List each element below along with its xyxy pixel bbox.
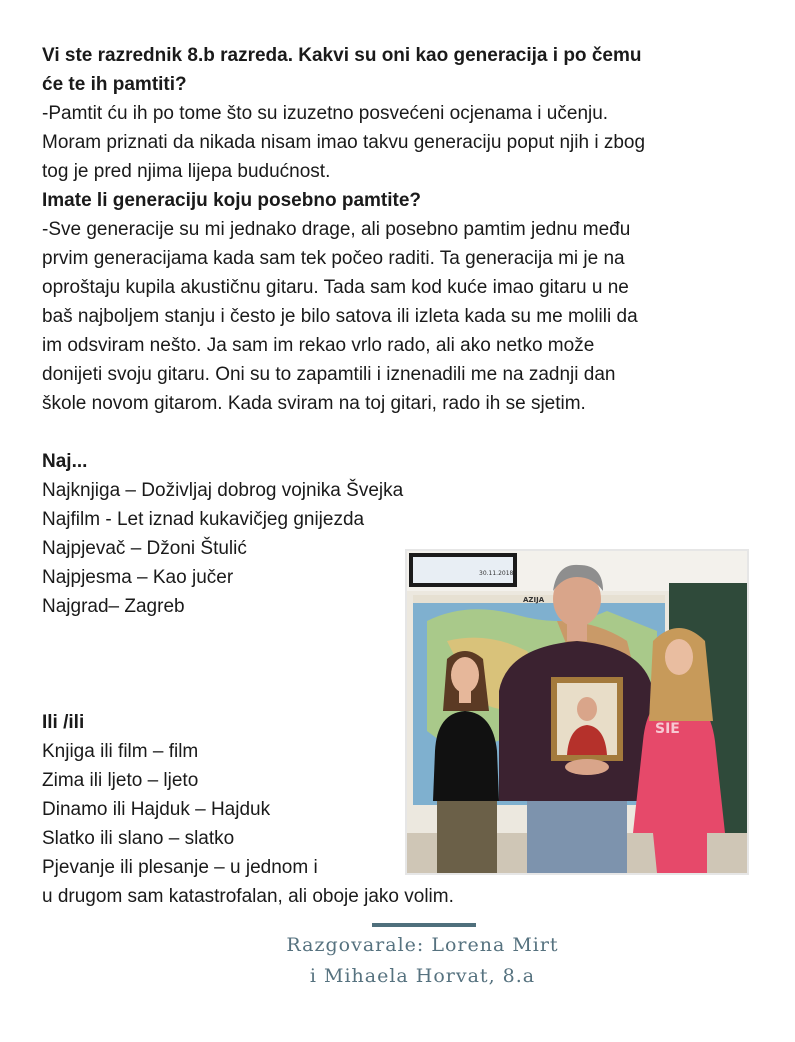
- question-2: Imate li generaciju koju posebno pamtite?: [42, 190, 422, 211]
- answer-1-line-1: -Pamtit ću ih po tome što su izuzetno posvećeni ocjenama i učenju.: [42, 103, 609, 124]
- answer-2-line-3: oproštaju kupila akustičnu gitaru. Tada sam kod kuće imao gitaru u ne: [42, 277, 629, 298]
- ili-item: Slatko ili slano – slatko: [42, 828, 235, 849]
- naj-heading: Naj...: [42, 451, 88, 472]
- question-1-line-2: će te ih pamtiti?: [42, 74, 187, 95]
- naj-item: Najgrad– Zagreb: [42, 596, 185, 617]
- question-1-line-1: Vi ste razrednik 8.b razreda. Kakvi su oni kao generacija i po čemu: [42, 45, 642, 66]
- naj-item: Najfilm - Let iznad kukavičjeg gnijezda: [42, 509, 365, 530]
- ili-item: Dinamo ili Hajduk – Hajduk: [42, 799, 271, 820]
- ili-item: u drugom sam katastrofalan, ali oboje jako volim.: [42, 886, 454, 907]
- photo-illustration: [407, 551, 747, 873]
- answer-2-line-6: donijeti svoju gitaru. Oni su to zapamtili i iznenadili me na zadnji dan: [42, 364, 616, 385]
- answer-2-line-1: -Sve generacije su mi jednako drage, ali posebno pamtim jednu među: [42, 219, 631, 240]
- naj-item: Najpjesma – Kao jučer: [42, 567, 234, 588]
- screen-text: 30.11.2018: [479, 570, 514, 577]
- naj-item: Najknjiga – Doživljaj dobrog vojnika Švejka: [42, 480, 404, 501]
- answer-2-line-2: prvim generacijama kada sam tek počeo raditi. Ta generacija mi je na: [42, 248, 625, 269]
- interview-section: [42, 41, 645, 418]
- ili-section: [42, 708, 454, 911]
- answer-1-line-2: Moram priznati da nikada nisam imao takvu generaciju poput njih i zbog: [42, 132, 646, 153]
- ili-item: Zima ili ljeto – ljeto: [42, 770, 199, 791]
- answer-2-line-4: baš najboljem stanju i često je bilo satova ili izleta kada su me molili da: [42, 306, 638, 327]
- shirt-text: SIE: [655, 721, 680, 737]
- naj-item: Najpjevač – Džoni Štulić: [42, 538, 247, 559]
- divider-rule: [372, 923, 476, 927]
- byline-line-1: Razgovarale: Lorena Mirt: [286, 934, 559, 956]
- map-label: AZIJA: [523, 596, 545, 604]
- ili-heading: Ili /ili: [42, 712, 85, 733]
- answer-2-line-5: im odsviram nešto. Ja sam im rekao vrlo rado, ali ako netko može: [42, 335, 595, 356]
- ili-item: Pjevanje ili plesanje – u jednom i: [42, 857, 318, 878]
- answer-2-line-7: škole novom gitarom. Kada sviram na toj gitari, rado ih se sjetim.: [42, 393, 586, 414]
- interview-photo: [405, 549, 749, 875]
- byline: [0, 930, 795, 992]
- answer-1-line-3: tog je pred njima lijepa budućnost.: [42, 161, 331, 182]
- ili-item: Knjiga ili film – film: [42, 741, 199, 762]
- byline-line-2: i Mihaela Horvat, 8.a: [309, 965, 536, 987]
- naj-section: [42, 447, 403, 621]
